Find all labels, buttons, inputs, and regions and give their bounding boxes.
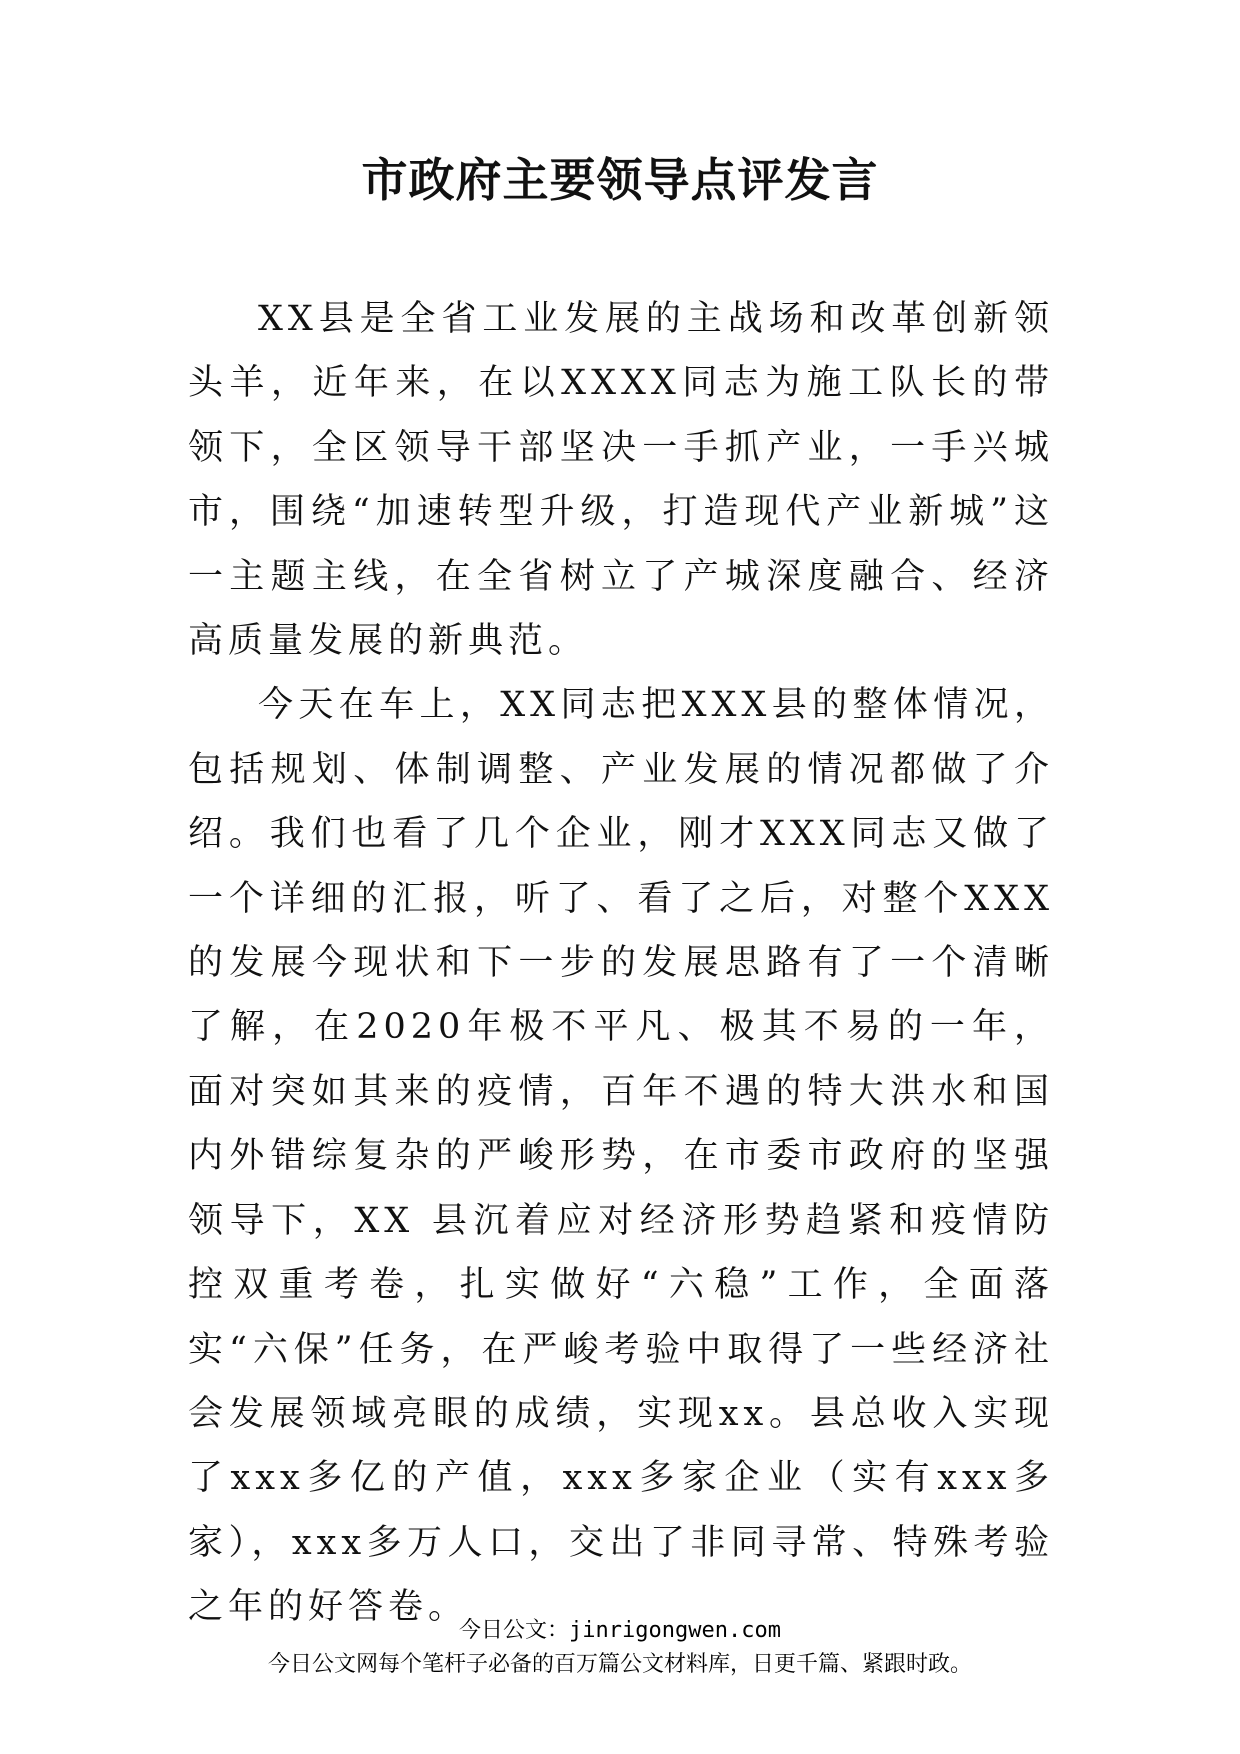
page-title: 市政府主要领导点评发言 — [361, 153, 879, 207]
footer-slogan: 今日公文网每个笔杆子必备的百万篇公文材料库，日更千篇、紧跟时政。 — [267, 1652, 972, 1677]
document-body — [188, 287, 1054, 1640]
footer-site-url[interactable]: jinrigongwen.com — [569, 1618, 781, 1643]
paragraph-2: 今天在车上，XX同志把XXX县的整体情况，包括规划、体制调整、产业发展的情况都做了介绍。我们也看了几个企业，刚才XXX同志又做了一个详细的汇报，听了、看了之后，对整个XXX的发展今现状和下一步的发展思路有了一个清晰了解，在2020年极不平凡、极其不易的一年，面对突如其来的疫情，百年不遇的特大洪水和国内外错综复杂的严峻形势，在市委市政府的坚强领导下，XX 县沉着应对经济形势趋紧和疫情防控双重考卷，扎实做好“六稳”工作，全面落实“六保”任务，在严峻考验中取得了一些经济社会发展领域亮眼的成绩，实现xx。县总收入实现了xxx多亿的产值，xxx多家企业（实有xxx多家），xxx多万人口，交出了非同寻常、特殊考验之年的好答卷。 — [188, 685, 1054, 1628]
paragraph-1: XX县是全省工业发展的主战场和改革创新领头羊，近年来，在以XXXX同志为施工队长的带领下，全区领导干部坚决一手抓产业，一手兴城市，围绕“加速转型升级，打造现代产业新城”这一主题主线，在全省树立了产城深度融合、经济高质量发展的新典范。 — [188, 299, 1054, 662]
footer-site-line — [0, 1616, 1240, 1646]
footer-site-label: 今日公文： — [459, 1618, 570, 1643]
